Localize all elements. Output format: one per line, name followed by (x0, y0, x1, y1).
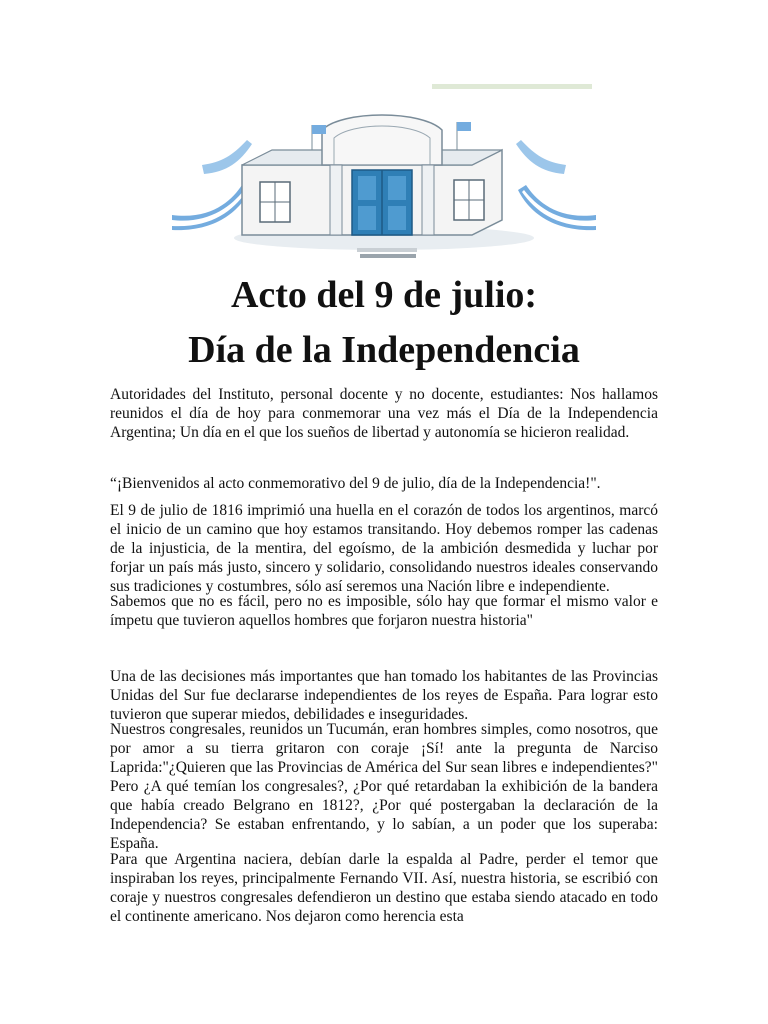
document-title-line-2: Día de la Independencia (188, 329, 580, 371)
paragraph-congresales: Nuestros congresales, reunidos un Tucumán, eran hombres simples, como nosotros, que por amor a su tierra gritaron con coraje ¡Sí! ante la pregunta de Narciso Laprida:"¿Quieren que las Provincias de América del Sur sean libres e independientes?" Pero ¿A qué temían los congresales?, ¿Por qué retardaban la exhibición de la bandera que había creado Belgrano en 1812?, ¿Por qué postergaban la declaración de la Independencia? Se estaban enfrentando, y lo sabían, a un poder que los superaba: España. (110, 721, 658, 852)
casa-de-tucuman-illustration (172, 70, 596, 260)
paragraph-decisions: Una de las decisiones más importantes que han tomado los habitantes de las Provincias Unidas del Sur fue declararse independientes de los reyes de España. Para lograr esto tuvieron que superar miedos, debilidades e inseguridades. (110, 668, 658, 723)
paragraph-herencia: Para que Argentina naciera, debían darle la espalda al Padre, perder el temor que inspiraban los reyes, principalmente Fernando VII. Así, nuestra historia, se escribió con coraje y nuestros congresales defendieron un destino que estaba siendo atacado en todo el continente americano. Nos dejaron como herencia esta (110, 851, 658, 925)
paragraph-greeting: Autoridades del Instituto, personal docente y no docente, estudiantes: Nos hallamos reunidos el día de hoy para conmemorar una vez más el Día de la Independencia Argentina; Un día en el que los sueños de libertad y autonomía se hicieron realidad. (110, 386, 658, 441)
paragraph-1816: El 9 de julio de 1816 imprimió una huella en el corazón de todos los argentinos, marcó el inicio de un camino que hoy estamos transitando. Hoy debemos romper las cadenas de la injusticia, de la mentira, del egoísmo, de la ambición desmedida y luchar por forjar un país más justo, sincero y solidario, consolidando nuestros ideales conservando sus tradiciones y costumbres, sólo así seremos una Nación libre e independiente. (110, 502, 658, 595)
document-title-line-1: Acto del 9 de julio: (230, 274, 538, 316)
paragraph-welcome: “¡Bienvenidos al acto conmemorativo del 9 de julio, día de la Independencia!". (110, 475, 601, 492)
paragraph-not-easy: Sabemos que no es fácil, pero no es imposible, sólo hay que formar el mismo valor e ímpetu que tuvieron aquellos hombres que forjaron nuestra historia" (110, 593, 658, 629)
